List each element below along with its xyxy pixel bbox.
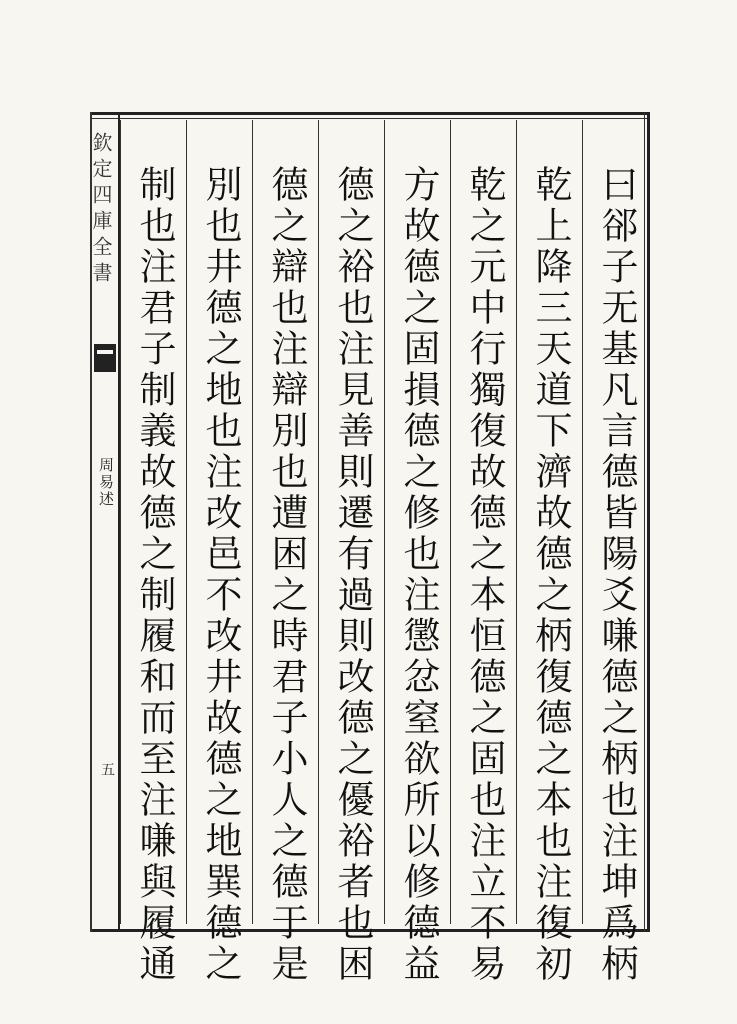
text-column-5 [318, 120, 385, 985]
margin-strip [89, 112, 120, 932]
column-text: 德之辯也注辯別也遭困之時君子小人之德于是 [265, 165, 308, 985]
column-text: 乾上降三天道下濟故德之柄復德之本也注復初 [529, 165, 572, 985]
text-column-1 [582, 120, 649, 985]
text-column-4 [384, 120, 451, 985]
column-text: 別也井德之地也注改邑不改井故德之地巽德之 [199, 165, 242, 985]
collection-title: 欽定四庫全書 [89, 132, 113, 288]
text-column-7 [186, 120, 253, 985]
frame-top-border [90, 112, 650, 115]
column-text: 德之裕也注見善則遷有過則改德之優裕者也困 [331, 165, 374, 985]
text-column-2 [516, 120, 583, 985]
book-page [89, 112, 650, 985]
frame-top-inner-border [90, 118, 650, 119]
column-text: 曰郤子无基凡言德皆陽爻嗛德之柄也注坤爲柄 [595, 165, 638, 985]
column-text: 制也注君子制義故德之制履和而至注嗛與履通 [133, 165, 176, 985]
page-number: 五 [99, 762, 115, 776]
book-title: 周易述 [97, 457, 115, 508]
column-text: 方故德之固損德之修也注懲忿窒欲所以修德益 [397, 165, 440, 985]
column-text: 乾之元中行獨復故德之本恒德之固也注立不易 [463, 165, 506, 985]
fish-tail-mark [94, 344, 116, 372]
text-column-6 [252, 120, 319, 985]
text-column-8 [120, 120, 187, 985]
text-column-3 [450, 120, 517, 985]
